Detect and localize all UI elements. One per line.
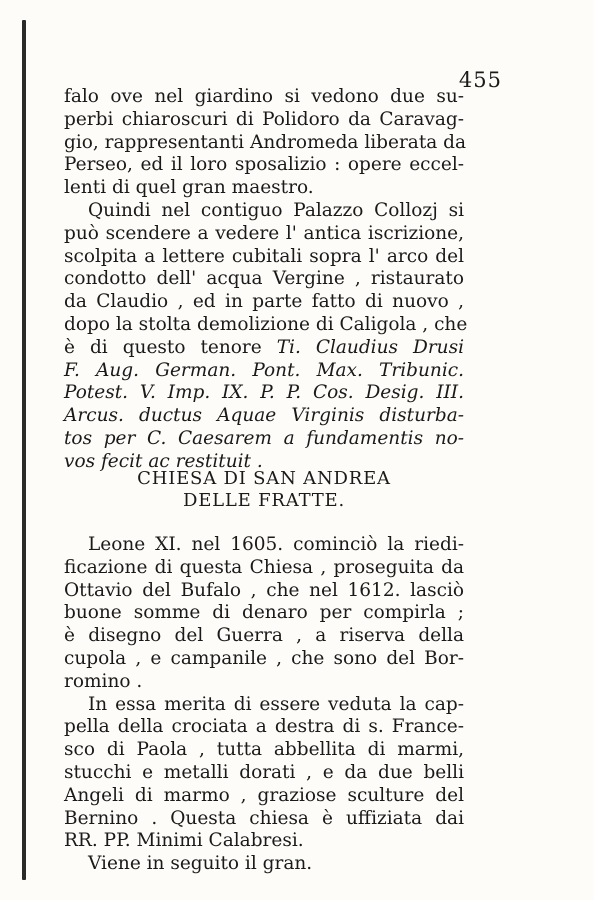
page-binding-edge <box>22 20 26 880</box>
text-line: pella della crociata a destra di s. France- <box>64 716 464 738</box>
text-line: Leone XI. nel 1605. cominciò la riedi- <box>88 534 464 555</box>
inscription-line: tos per C. Caesarem a fundamentis no- <box>64 427 464 449</box>
text-line: gio, rappresentanti Andromeda liberata da <box>64 131 467 153</box>
text-line: RR. PP. Minimi Calabresi. <box>64 830 304 852</box>
text-line: Angeli di marmo , graziose sculture del <box>64 784 464 806</box>
text-line: da Claudio , ed in parte fatto di nuovo , <box>64 291 464 313</box>
upper-text-block <box>64 86 468 474</box>
text-line: falo ove nel giardino si vedono due su- <box>64 86 464 107</box>
page-number: 455 <box>458 68 502 92</box>
inscription-fragment: Ti. Claudius Drusi <box>276 336 464 358</box>
text-line: Viene in seguito il gran. <box>88 853 313 875</box>
lower-text-block <box>64 534 464 876</box>
text-line: può scendere a vedere l' antica iscrizione, <box>64 222 464 244</box>
text-line: ficazione di questa Chiesa , proseguita da <box>64 556 464 578</box>
text-line-with-inscription <box>64 337 464 360</box>
section-heading: CHIESA DI SAN ANDREA <box>137 468 391 489</box>
text-line: stucchi e metalli dorati , e da due belli <box>64 761 464 783</box>
section-heading-sub: DELLE FRATTE. <box>182 490 345 511</box>
text-line: Perseo, ed il loro sposalizio : opere eccel- <box>64 154 464 176</box>
text-line: dopo la stolta demolizione di Caligola , che <box>64 313 468 335</box>
text-line: è disegno del Guerra , a riserva della <box>64 625 464 647</box>
inscription-line: Potest. V. Imp. IX. P. P. Cos. Desig. III. <box>64 382 464 404</box>
text-line: buone somme di denaro per compirla ; <box>64 602 464 624</box>
text-line: romino . <box>64 670 143 692</box>
text-line: sco di Paola , tutta abbellita di marmi, <box>64 739 464 761</box>
text-line: perbi chiaroscuri di Polidoro da Caravag- <box>64 108 464 130</box>
text-line: Bernino . Questa chiesa è uffiziata dai <box>64 807 464 829</box>
text-line: lenti di quel gran maestro. <box>64 177 314 199</box>
text-line: condotto dell' acqua Vergine , ristaurato <box>64 268 464 290</box>
text-line: Ottavio del Bufalo , che nel 1612. lasciò <box>64 579 464 601</box>
text-line: In essa merita di essere veduta la cap- <box>88 693 464 715</box>
text-line: Quindi nel contiguo Palazzo Collozj si <box>88 199 464 221</box>
text-line: cupola , e campanile , che sono del Bor- <box>64 647 464 669</box>
inscription-line: F. Aug. German. Pont. Max. Tribunic. <box>64 359 464 381</box>
text-fragment: è di questo tenore <box>64 336 262 358</box>
inscription-line: Arcus. ductus Aquae Virginis disturba- <box>64 405 464 427</box>
inscription-line: vos fecit ac restituit . <box>64 450 263 472</box>
text-line: scolpita a lettere cubitali sopra l' arco del <box>64 245 464 267</box>
